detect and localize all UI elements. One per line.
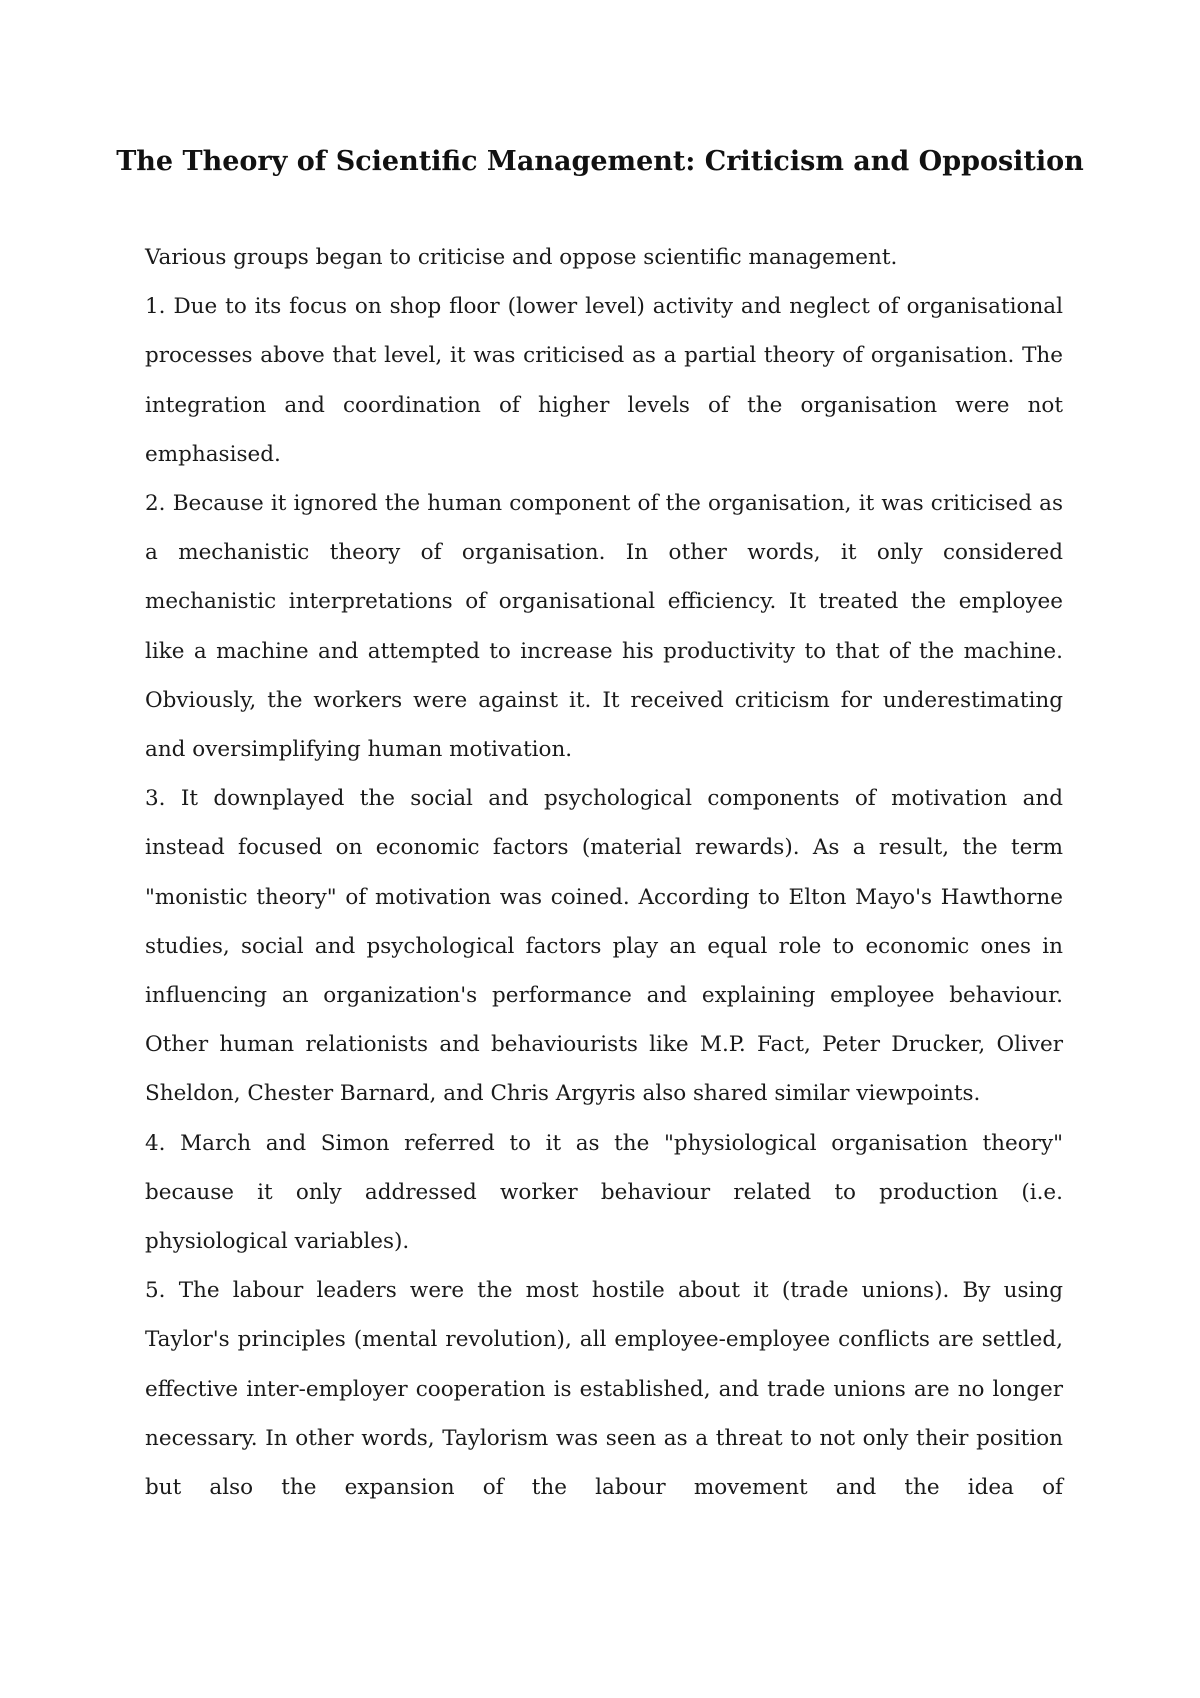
intro-paragraph: Various groups began to criticise and oppose scientific management. xyxy=(145,245,898,270)
point-2-paragraph: 2. Because it ignored the human component of the organisation, it was criticised as a mechanistic theory of organisation. In other words, it only considered mechanistic interpretations of organisational efficiency. It treated the employee like a machine and attempted to increase his productivity to that of the machine. Obviously, the workers were against it. It received criticism for underestimating and oversimplifying human motivation. xyxy=(145,491,1063,763)
point-3-paragraph: 3. It downplayed the social and psychological components of motivation and instead focused on economic factors (material rewards). As a result, the term "monistic theory" of motivation was coined. According to Elton Mayo's Hawthorne studies, social and psychological factors play an equal role to economic ones in influencing an organization's performance and explaining employee behaviour. Other human relationists and behaviourists like M.P. Fact, Peter Drucker, Oliver Sheldon, Chester Barnard, and Chris Argyris also shared similar viewpoints. xyxy=(145,786,1063,1107)
document-title: The Theory of Scientific Management: Criticism and Opposition xyxy=(116,146,1084,177)
point-1-paragraph: 1. Due to its focus on shop floor (lower level) activity and neglect of organisational processes above that level, it was criticised as a partial theory of organisation. The integration and coordination of higher levels of the organisation were not emphasised. xyxy=(145,294,1063,467)
document-body xyxy=(145,233,1063,1512)
point-4-paragraph: 4. March and Simon referred to it as the "physiological organisation theory" because it only addressed worker behaviour related to production (i.e. physiological variables). xyxy=(145,1130,1063,1255)
point-5-paragraph: 5. The labour leaders were the most hostile about it (trade unions). By using Taylor's principles (mental revolution), all employee-employee conflicts are settled, effective inter-employer cooperation is established, and trade unions are no longer necessary. In other words, Taylorism was seen as a threat to not only their position but also the expansion of the labour movement and the idea of xyxy=(145,1278,1063,1501)
